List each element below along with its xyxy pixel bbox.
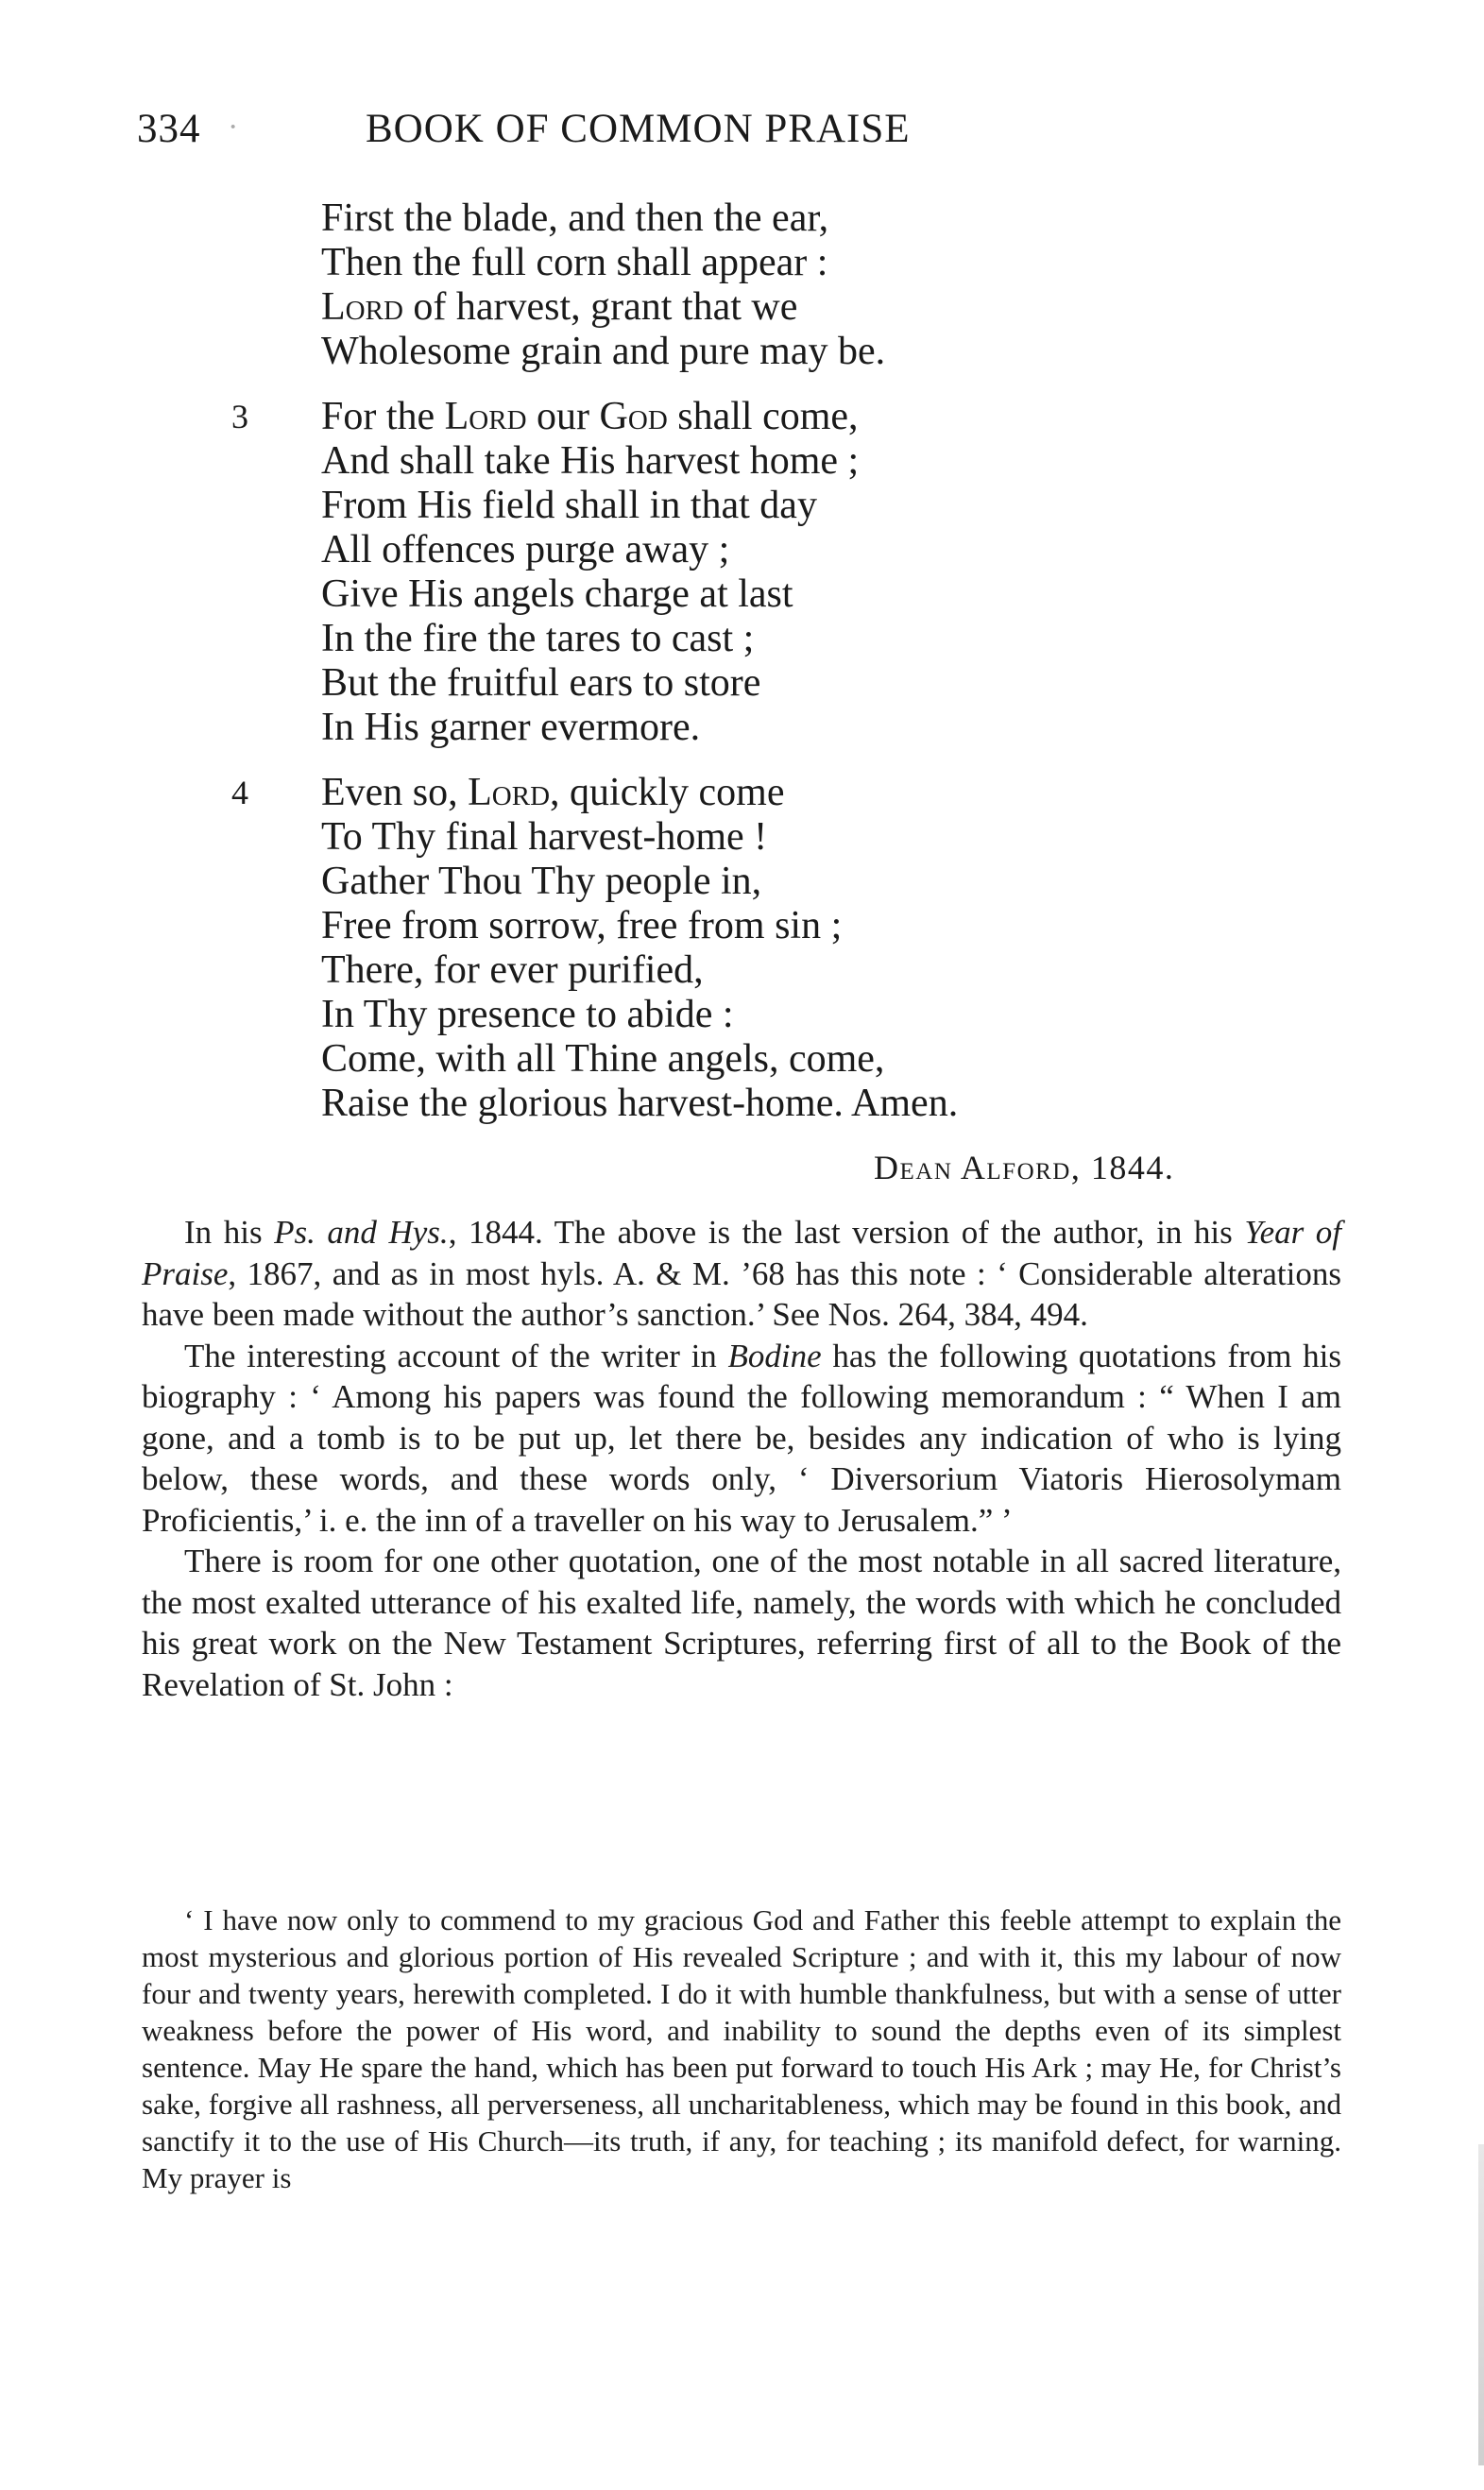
hymn-line-part: , quickly come	[550, 771, 785, 814]
lord-small-caps: Lord	[321, 285, 403, 329]
page-edge-shadow	[1478, 2144, 1484, 2465]
page-number: 334	[137, 107, 201, 151]
hymn-line	[274, 285, 958, 330]
hymn-line: From His field shall in that day	[321, 484, 817, 527]
hymn-line: Give His angels charge at last	[321, 572, 793, 616]
note-text: , 1844. The above is the last version of the author, in his	[448, 1214, 1245, 1251]
verse-4	[231, 771, 959, 1126]
note-paragraph: There is room for one other quotation, one of the most notable in all sacred literature, the most exalted utterance of his exalted life, namely, the words with which he concluded his great work on the New Testament Scriptures, referring first of all to the Book of the Revelation of St. John :	[142, 1543, 1341, 1703]
note-paragraph	[142, 1336, 1341, 1542]
note-paragraph	[142, 1212, 1341, 1336]
hymn-line: There, for ever purified,	[321, 948, 704, 992]
hymn-line: Come, with all Thine angels, come,	[321, 1037, 885, 1081]
hymn-attribution: Dean Alford, 1844.	[874, 1149, 1175, 1186]
note-italic: Bodine	[727, 1337, 822, 1374]
hymn-line: Free from sorrow, free from sin ;	[321, 904, 843, 947]
note-text: The interesting account of the writer in	[184, 1337, 728, 1374]
hymn-line: To Thy final harvest-home !	[321, 815, 768, 859]
verse-number: 3	[231, 398, 248, 435]
verse-continuation	[274, 196, 958, 374]
hymn-line: In the fire the tares to cast ;	[321, 617, 755, 660]
note-italic: Year of Praise	[142, 1214, 1342, 1292]
quote-paragraph: ‘ I have now only to commend to my gracious God and Father this feeble attempt to explain the most mysterious and glorious portion of His revealed Scripture ; and with it, this my labour of now four and twenty years, herewith completed. I do it with humble thankfulness, but with a sense of utter weakness before the power of His word, and inability to sound the depths even of its simplest sentence. May He spare the hand, which has been put forward to touch His Ark ; may He, for Christ’s sake, forgive all rashness, all perverseness, all uncharitableness, which may be found in this book, and sanctify it to the use of His Church—its truth, if any, for teaching ; its manifold defect, for warning. My prayer is	[142, 1903, 1341, 2194]
hymn-text	[231, 196, 959, 1147]
hymn-line: In Thy presence to abide :	[321, 993, 734, 1036]
hymn-line: First the blade, and then the ear,	[321, 196, 829, 240]
note-text: , 1867, and as in most hyls. A. & M. ’68 has this note : ‘ Considerable alterations have been made without the author’s sanction.’ See Nos. 264, 384, 494.	[142, 1254, 1341, 1333]
hymn-line: Then the full corn shall appear :	[321, 241, 828, 284]
god-small-caps: God	[599, 395, 668, 438]
verse-number: 4	[231, 774, 248, 811]
hymn-line: Wholesome grain and pure may be.	[321, 330, 886, 373]
hymn-line-rest: of harvest, grant that we	[413, 285, 798, 329]
hymn-line: But the fruitful ears to store	[321, 661, 761, 705]
commentary-notes	[142, 1212, 1341, 1705]
hymn-line: In His garner evermore.	[321, 706, 701, 749]
lord-small-caps: Lord	[444, 395, 527, 438]
verse-3	[231, 395, 958, 750]
lord-small-caps: Lord	[468, 771, 551, 814]
note-text: In his	[184, 1214, 275, 1251]
hymn-line-part: Even so,	[321, 771, 469, 814]
running-title: BOOK OF COMMON PRAISE	[366, 107, 911, 151]
hymn-line	[274, 771, 958, 815]
block-quotation	[142, 1902, 1341, 2196]
hymn-line-part: shall come,	[667, 395, 859, 438]
note-text: has the following quotations from his biography : ‘ Among his papers was found the following memorandum : “ When I am gone, and a tomb is to be put up, let there be, besides any indication of who is lying below, these words, and these words only, ‘ Diversorium Viatoris Hierosolymam Proficientis,’ i. e. the inn of a traveller on his way to Jerusalem.” ’	[142, 1337, 1341, 1539]
hymn-line: Raise the glorious harvest-home. Amen.	[321, 1082, 959, 1125]
hymn-line-part: For the	[321, 395, 445, 438]
hymn-line-part: our	[526, 395, 600, 438]
note-italic: Ps. and Hys.	[274, 1214, 449, 1251]
hymn-line	[274, 395, 958, 439]
header-separator: ·	[228, 110, 240, 145]
hymn-line: And shall take His harvest home ;	[321, 439, 860, 483]
hymn-line: Gather Thou Thy people in,	[321, 860, 762, 903]
hymn-line: All offences purge away ;	[321, 528, 730, 571]
